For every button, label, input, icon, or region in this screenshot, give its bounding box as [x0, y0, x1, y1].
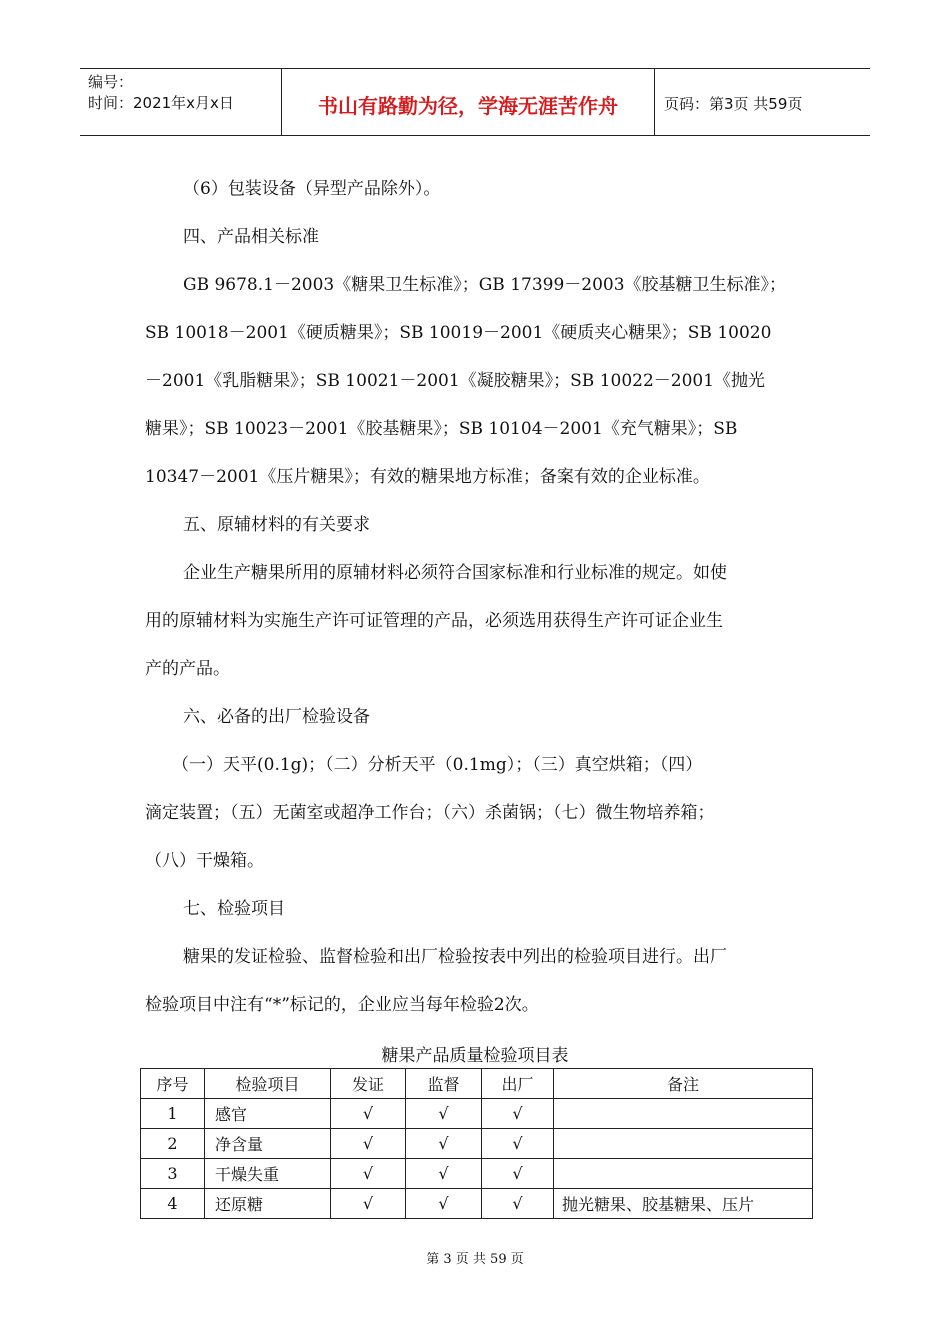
row-note: [554, 1099, 813, 1129]
header-divider-right: [654, 68, 655, 136]
check-mark: √: [406, 1189, 482, 1219]
row-item: 干燥失重: [205, 1159, 331, 1189]
table-title: 糖果产品质量检验项目表: [381, 1046, 569, 1066]
row-index: 1: [141, 1099, 205, 1129]
row-note: 抛光糖果、胶基糖果、压片: [554, 1189, 813, 1219]
text-line: （一）天平(0.1g)；（二）分析天平（0.1mg）；（三）真空烘箱；（四）: [172, 755, 703, 775]
check-mark: √: [406, 1099, 482, 1129]
row-item: 净含量: [205, 1129, 331, 1159]
header-cell: 检验项目: [205, 1069, 331, 1099]
check-mark: √: [331, 1129, 406, 1159]
header-bottom-rule: [80, 135, 870, 136]
row-item: 感官: [205, 1099, 331, 1129]
section-heading: 四、产品相关标准: [183, 227, 319, 247]
row-item: 还原糖: [205, 1189, 331, 1219]
table-row: [141, 1129, 813, 1159]
check-mark: √: [331, 1189, 406, 1219]
text-line: 用的原辅材料为实施生产许可证管理的产品，必须选用获得生产许可证企业生: [145, 611, 723, 631]
check-mark: √: [406, 1129, 482, 1159]
text-line: －2001《乳脂糖果》；SB 10021－2001《凝胶糖果》；SB 10022－2001《抛光: [145, 371, 766, 391]
row-note: [554, 1159, 813, 1189]
text-line: 检验项目中注有“*”标记的，企业应当每年检验2次。: [145, 995, 539, 1015]
text-line: （6）包装设备（异型产品除外）。: [183, 179, 441, 199]
row-index: 4: [141, 1189, 205, 1219]
table-header-row: [141, 1069, 813, 1099]
text-line: 企业生产糖果所用的原辅材料必须符合国家标准和行业标准的规定。如使: [183, 563, 727, 583]
row-index: 2: [141, 1129, 205, 1159]
header-motto: 书山有路勤为径，学海无涯苦作舟: [318, 94, 618, 118]
header-cell: 监督: [406, 1069, 482, 1099]
text-line: GB 9678.1－2003《糖果卫生标准》；GB 17399－2003《胶基糖卫生标准》；: [183, 275, 787, 295]
table-row: [141, 1159, 813, 1189]
text-line: 10347－2001《压片糖果》；有效的糖果地方标准；备案有效的企业标准。: [145, 467, 710, 487]
check-mark: √: [331, 1099, 406, 1129]
table-row: [141, 1099, 813, 1129]
row-index: 3: [141, 1159, 205, 1189]
text-line: （八）干燥箱。: [145, 851, 264, 871]
check-mark: √: [406, 1159, 482, 1189]
header-top-rule: [80, 68, 870, 69]
document-date: 时间：2021年x月x日: [88, 94, 234, 112]
header-cell: 发证: [331, 1069, 406, 1099]
check-mark: √: [331, 1159, 406, 1189]
section-heading: 六、必备的出厂检验设备: [183, 707, 370, 727]
header-meta: [88, 72, 234, 114]
check-mark: √: [482, 1159, 554, 1189]
inspection-items-table: [140, 1068, 813, 1219]
row-note: [554, 1129, 813, 1159]
check-mark: √: [482, 1099, 554, 1129]
check-mark: √: [482, 1189, 554, 1219]
header-cell: 出厂: [482, 1069, 554, 1099]
document-number: 编号：: [88, 73, 134, 91]
text-line: 产的产品。: [145, 659, 230, 679]
section-heading: 七、检验项目: [183, 899, 285, 919]
text-line: 滴定装置；（五）无菌室或超净工作台；（六）杀菌锅；（七）微生物培养箱；: [145, 803, 715, 823]
table-row: [141, 1189, 813, 1219]
section-heading: 五、原辅材料的有关要求: [183, 515, 370, 535]
text-line: 糖果的发证检验、监督检验和出厂检验按表中列出的检验项目进行。出厂: [183, 947, 727, 967]
check-mark: √: [482, 1129, 554, 1159]
header-cell: 序号: [141, 1069, 205, 1099]
text-line: 糖果》；SB 10023－2001《胶基糖果》；SB 10104－2001《充气糖果》；SB: [145, 419, 738, 439]
header-page-number: 页码：第3页 共59页: [664, 95, 803, 113]
text-line: SB 10018－2001《硬质糖果》；SB 10019－2001《硬质夹心糖果》；SB 10020: [145, 323, 772, 343]
header-cell: 备注: [554, 1069, 813, 1099]
page-footer: 第 3 页 共 59 页: [426, 1252, 524, 1267]
